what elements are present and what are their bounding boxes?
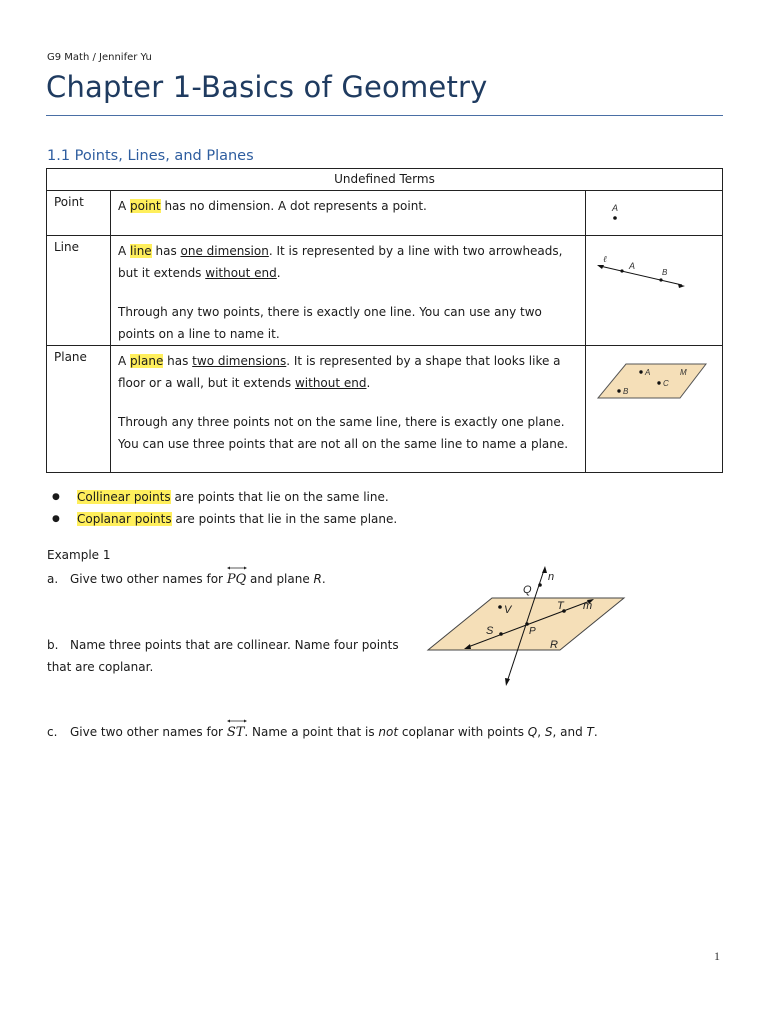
table-row-line bbox=[47, 236, 723, 346]
svg-text:C: C bbox=[663, 379, 669, 388]
svg-text:n: n bbox=[548, 571, 555, 583]
list-item: ● Coplanar points are points that lie in the same plane. bbox=[52, 512, 398, 526]
line-point-b bbox=[659, 278, 662, 281]
figure-point bbox=[586, 191, 723, 236]
svg-text:B: B bbox=[662, 268, 668, 277]
keyword-point: point bbox=[130, 199, 161, 213]
example-figure bbox=[420, 560, 640, 695]
desc-plane-rule: Through any three points not on the same line, there is exactly one plane. You can use three points that are not all on the same line to name a plane. bbox=[118, 415, 569, 451]
term-plane: Plane bbox=[47, 346, 111, 473]
term-line: Line bbox=[47, 236, 111, 346]
keyword-line: line bbox=[130, 244, 152, 258]
table-row-plane bbox=[47, 346, 723, 473]
keyword-plane: plane bbox=[130, 354, 164, 368]
segment-st: ST bbox=[227, 725, 245, 740]
svg-text:R: R bbox=[550, 639, 558, 651]
list-item: ● Collinear points are points that lie on the same line. bbox=[52, 490, 389, 504]
desc-plane: A plane has two dimensions. It is represented by a shape that looks like a floor or a wall, but it extends without end. Through any three points not on the same line, there is exactly one plane. You can use three points that are not all on the same line to name a plane. bbox=[111, 346, 586, 473]
svg-text:A: A bbox=[629, 261, 636, 271]
page-number: 1 bbox=[714, 949, 720, 963]
section-heading: 1.1 Points, Lines, and Planes bbox=[47, 148, 254, 164]
point-label-a: A bbox=[612, 203, 619, 213]
svg-text:M: M bbox=[680, 368, 687, 377]
desc-line: A line has one dimension. It is represented by a line with two arrowheads, but it extends without end. Through any two points, there is exactly one line. You can use any two points on a line to name it. bbox=[111, 236, 586, 346]
question-a: a. Give two other names for PQ and plane R. bbox=[47, 572, 326, 587]
question-c: c. Give two other names for ST. Name a point that is not coplanar with points Q, S, and T. bbox=[47, 725, 598, 740]
table-heading: Undefined Terms bbox=[47, 169, 723, 191]
header-course: G9 Math / Jennifer Yu bbox=[47, 52, 152, 63]
figure-plane bbox=[586, 346, 723, 473]
svg-text:ℓ: ℓ bbox=[603, 255, 607, 265]
svg-text:S: S bbox=[486, 625, 494, 637]
bullet-list bbox=[52, 486, 397, 530]
svg-text:A: A bbox=[645, 368, 651, 377]
desc-point: A point has no dimension. A dot represents a point. bbox=[111, 191, 586, 236]
svg-text:P: P bbox=[529, 626, 536, 637]
svg-text:V: V bbox=[504, 604, 512, 616]
title-divider bbox=[46, 115, 723, 116]
term-point: Point bbox=[47, 191, 111, 236]
line-point-a bbox=[620, 269, 623, 272]
table-row-point bbox=[47, 191, 723, 236]
plane-shape bbox=[598, 364, 706, 398]
undefined-terms-table bbox=[46, 168, 723, 473]
desc-line-rule: Through any two points, there is exactly one line. You can use any two points on a line to name it. bbox=[118, 305, 542, 341]
svg-text:T: T bbox=[557, 600, 564, 612]
svg-text:B: B bbox=[623, 387, 629, 396]
question-b: b. Name three points that are collinear. Name four points that are coplanar. bbox=[47, 638, 399, 674]
example-title: Example 1 bbox=[47, 548, 111, 562]
figure-line bbox=[586, 236, 723, 346]
point-dot bbox=[613, 216, 617, 220]
page-title: Chapter 1-Basics of Geometry bbox=[46, 70, 488, 104]
svg-text:Q: Q bbox=[523, 584, 532, 596]
svg-text:m: m bbox=[583, 600, 593, 612]
segment-pq: PQ bbox=[227, 572, 246, 587]
